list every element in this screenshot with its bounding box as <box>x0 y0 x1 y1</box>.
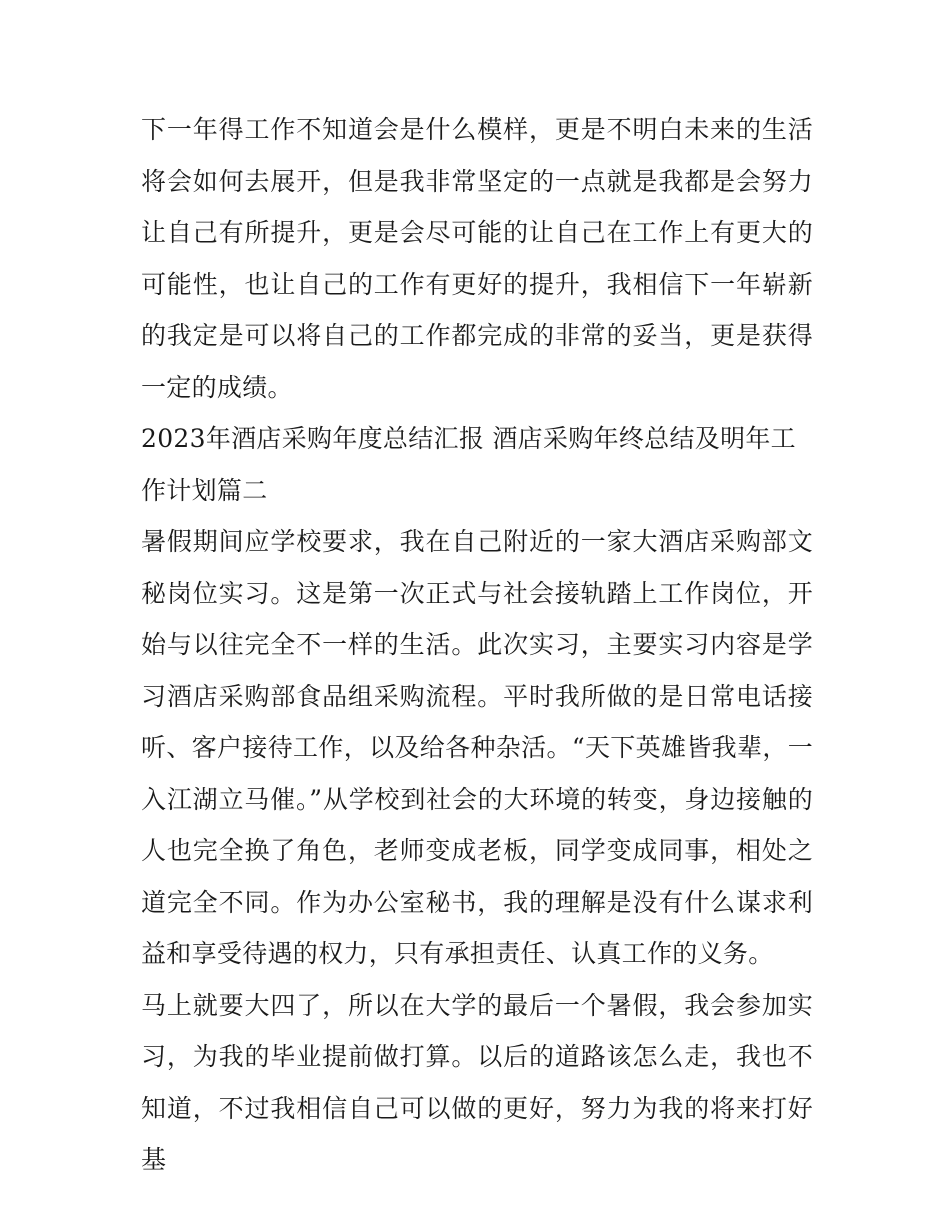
paragraph-3: 马上就要大四了，所以在大学的最后一个暑假，我会参加实习，为我的毕业提前做打算。以后的道路该怎么走，我也不知道，不过我相信自己可以做的更好，努力为我的将来打好基 <box>141 990 813 1174</box>
section-heading: 2023年酒店采购年度总结汇报 酒店采购年终总结及明年工作计划篇二 <box>141 424 796 505</box>
paragraph-2: 暑假期间应学校要求，我在自己附近的一家大酒店采购部文秘岗位实习。这是第一次正式与社会接轨踏上工作岗位，开始与以往完全不一样的生活。此次实习，主要实习内容是学习酒店采购部食品组采购流程。平时我所做的是日常电话接听、客户接待工作，以及给各种杂活。“天下英雄皆我辈，一入江湖立马催。”从学校到社会的大环境的转变，身边接触的人也完全换了角色，老师变成老板，同学变成同事，相处之道完全不同。作为办公室秘书，我的理解是没有什么谋求利益和享受待遇的权力，只有承担责任、认真工作的义务。 <box>141 527 813 968</box>
paragraph-1: 下一年得工作不知道会是什么模样，更是不明白未来的生活将会如何去展开，但是我非常坚定的一点就是我都是会努力让自己有所提升，更是会尽可能的让自己在工作上有更大的可能性，也让自己的工作有更好的提升，我相信下一年崭新的我定是可以将自己的工作都完成的非常的妥当，更是获得一定的成绩。 <box>141 115 813 402</box>
document-page <box>141 104 813 1186</box>
